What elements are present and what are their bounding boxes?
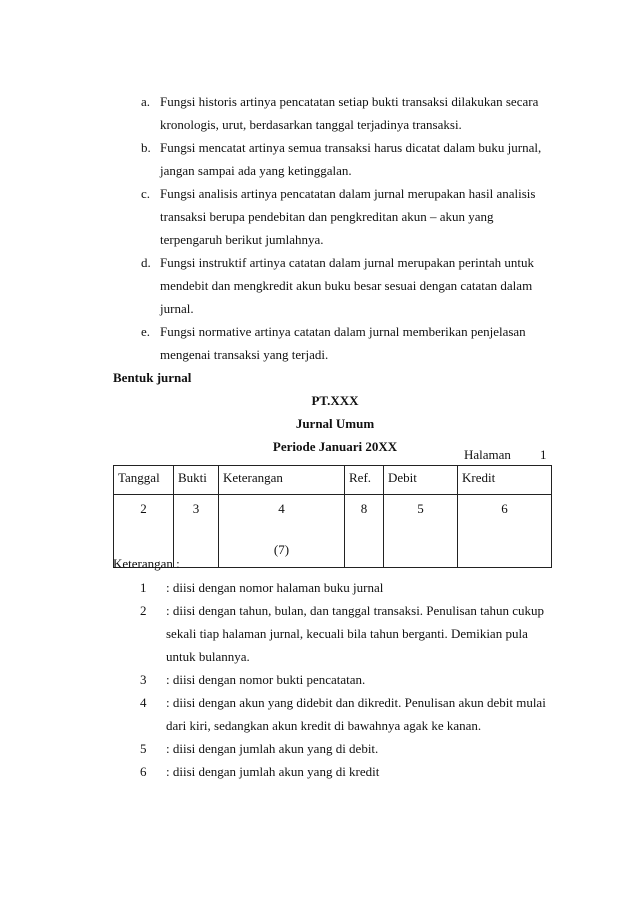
note-number: 4	[140, 695, 147, 710]
company-name: PT.XXX	[311, 393, 359, 408]
note-text: : diisi dengan nomor halaman buku jurnal	[166, 580, 384, 595]
list-text: Fungsi instruktif artinya catatan dalam jurnal merupakan perintah untuk	[160, 255, 535, 270]
list-text: Fungsi normative artinya catatan dalam jurnal memberikan penjelasan	[160, 324, 526, 339]
code-debit: 5	[384, 495, 458, 568]
note-text: dari kiri, sedangkan akun kredit di bawahnya agak ke kanan.	[166, 718, 482, 733]
note-number: 3	[140, 672, 147, 687]
page-label: Halaman	[464, 447, 511, 462]
journal-table	[113, 465, 552, 568]
list-letter: d.	[141, 255, 151, 270]
list-text: jurnal.	[160, 301, 194, 316]
header-debit: Debit	[384, 466, 458, 495]
journal-name: Jurnal Umum	[295, 416, 375, 431]
note-number: 2	[140, 603, 147, 618]
header-kredit: Kredit	[458, 466, 552, 495]
page-number: 1	[540, 447, 547, 462]
code-bukti: 3	[174, 495, 219, 568]
list-text: transaksi berupa pendebitan dan pengkreditan akun – akun yang	[160, 209, 494, 224]
section-title: Bentuk jurnal	[113, 370, 192, 385]
list-text: Fungsi historis artinya pencatatan setiap bukti transaksi dilakukan secara	[160, 94, 539, 109]
keterangan-code: 4	[278, 501, 285, 516]
code-keterangan	[219, 495, 345, 568]
header-bukti: Bukti	[174, 466, 219, 495]
list-letter: e.	[141, 324, 151, 339]
header-tanggal: Tanggal	[114, 466, 174, 495]
header-keterangan: Keterangan	[219, 466, 345, 495]
list-text: terpengaruh berikut jumlahnya.	[160, 232, 324, 247]
list-text: mengenai transaksi yang terjadi.	[160, 347, 329, 362]
note-text: : diisi dengan jumlah akun yang di debit.	[166, 741, 379, 756]
notes-title: Keterangan :	[113, 556, 180, 571]
note-number: 6	[140, 764, 147, 779]
list-letter: b.	[141, 140, 151, 155]
note-text: : diisi dengan akun yang didebit dan dikredit. Penulisan akun debit mulai	[166, 695, 546, 710]
list-text: Fungsi mencatat artinya semua transaksi harus dicatat dalam buku jurnal,	[160, 140, 542, 155]
code-ref: 8	[345, 495, 384, 568]
note-text: untuk bulannya.	[166, 649, 250, 664]
code-kredit: 6	[458, 495, 552, 568]
note-text: : diisi dengan nomor bukti pencatatan.	[166, 672, 366, 687]
list-text: kronologis, urut, berdasarkan tanggal terjadinya transaksi.	[160, 117, 462, 132]
table-header-row	[114, 466, 552, 495]
header-ref: Ref.	[345, 466, 384, 495]
note-text: : diisi dengan jumlah akun yang di kredit	[166, 764, 380, 779]
list-letter: c.	[141, 186, 151, 201]
note-number: 1	[140, 580, 147, 595]
note-text: sekali tiap halaman jurnal, kecuali bila tahun berganti. Demikian pula	[166, 626, 528, 641]
code-tanggal: 2	[114, 495, 174, 568]
list-letter: a.	[141, 94, 151, 109]
note-number: 5	[140, 741, 147, 756]
keterangan-sub-code: (7)	[273, 542, 290, 557]
list-text: Fungsi analisis artinya pencatatan dalam jurnal merupakan hasil analisis	[160, 186, 536, 201]
list-text: mendebit dan mengkredit akun buku besar sesuai dengan catatan dalam	[160, 278, 533, 293]
journal-period: Periode Januari 20XX	[272, 439, 398, 454]
note-text: : diisi dengan tahun, bulan, dan tanggal transaksi. Penulisan tahun cukup	[166, 603, 545, 618]
list-text: jangan sampai ada yang ketinggalan.	[160, 163, 352, 178]
